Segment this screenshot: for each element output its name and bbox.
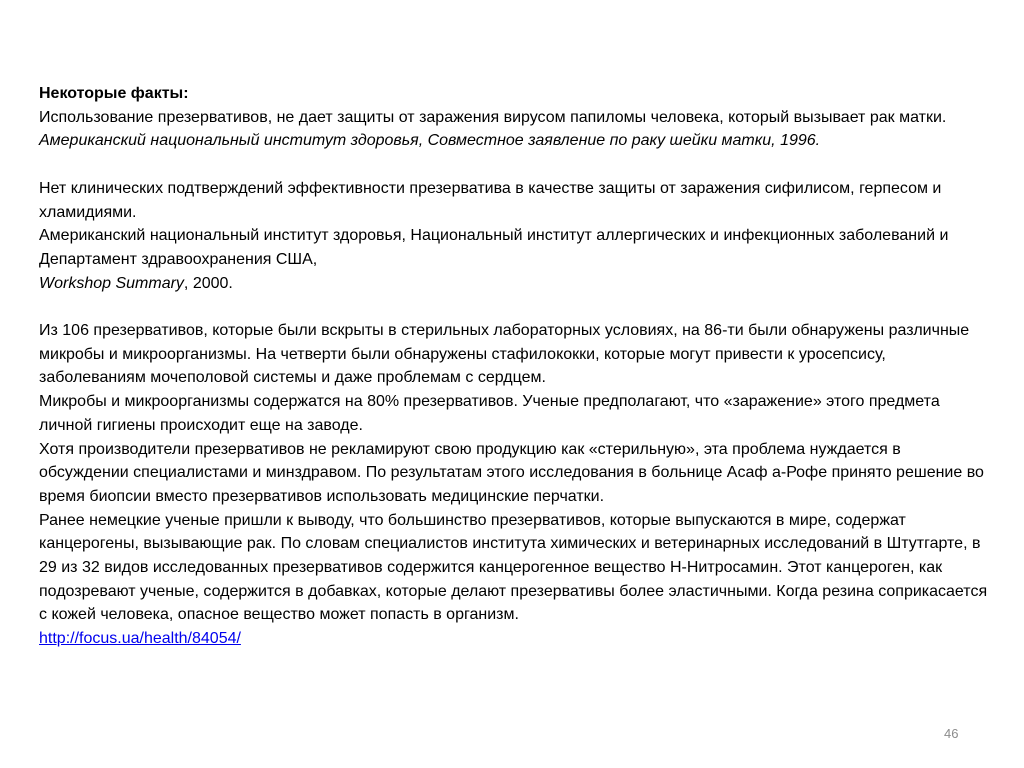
fact-3-paragraph-3: Хотя производители презервативов не рекламируют свою продукцию как «стерильную», эта проблема нуждается в обсуждении специалистами и минздравом. По результатам этого исследования в больнице Асаф а-Рофе принято решение во время биопсии вместо презервативов использовать медицинские перчатки.	[39, 440, 984, 505]
facts-heading: Некоторые факты:	[39, 85, 189, 102]
fact-1-text: Использование презервативов, не дает защиты от заражения вирусом папиломы человека, который вызывает рак матки.	[39, 108, 947, 126]
fact-2-workshop	[39, 272, 989, 296]
slide-content	[39, 82, 989, 651]
workshop-year: , 2000.	[183, 274, 233, 292]
page-number: 46	[944, 726, 959, 741]
fact-2-source: Американский национальный институт здоровья, Национальный институт аллергических и инфекционных заболеваний и Департамент здравоохранения США,	[39, 227, 949, 268]
fact-3-paragraph-4: Ранее немецкие ученые пришли к выводу, что большинство презервативов, которые выпускаются в мире, содержат канцерогены, вызывающие рак. По словам специалистов института химических и ветеринарных исследований в Штутгарте, в 29 из 32 видов исследованных презервативов содержится канцерогенное вещество Н-Нитросамин. Этот канцероген, как подозревают ученые, содержится в добавках, которые делают презервативы более эластичными. Когда резина соприкасается с кожей человека, опасное вещество может попасть в организм.	[39, 511, 988, 624]
workshop-title: Workshop Summary	[39, 274, 184, 292]
fact-2-text: Нет клинических подтверждений эффективности презерватива в качестве защиты от заражения сифилисом, герпесом и хламидиями.	[39, 179, 942, 221]
spacer	[39, 153, 989, 177]
source-link-line	[39, 627, 989, 651]
fact-3-paragraph-1: Из 106 презервативов, которые были вскрыты в стерильных лабораторных условиях, на 86-ти были обнаружены различные микробы и микроорганизмы. На четверти были обнаружены стафилококки, которые могут привести к уросепсису, заболеваниям мочеполовой системы и даже проблемам с сердцем.	[39, 322, 970, 387]
source-link[interactable]: http://focus.ua/health/84054/	[39, 630, 241, 648]
fact-3-paragraph-2: Микробы и микроорганизмы содержатся на 80% презервативов. Ученые предполагают, что «заражение» этого предмета личной гигиены происходит еще на заводе.	[39, 393, 940, 434]
fact-1-source: Американский национальный институт здоровья, Совместное заявление по раку шейки матки, 1996.	[39, 132, 821, 150]
spacer	[39, 295, 989, 319]
